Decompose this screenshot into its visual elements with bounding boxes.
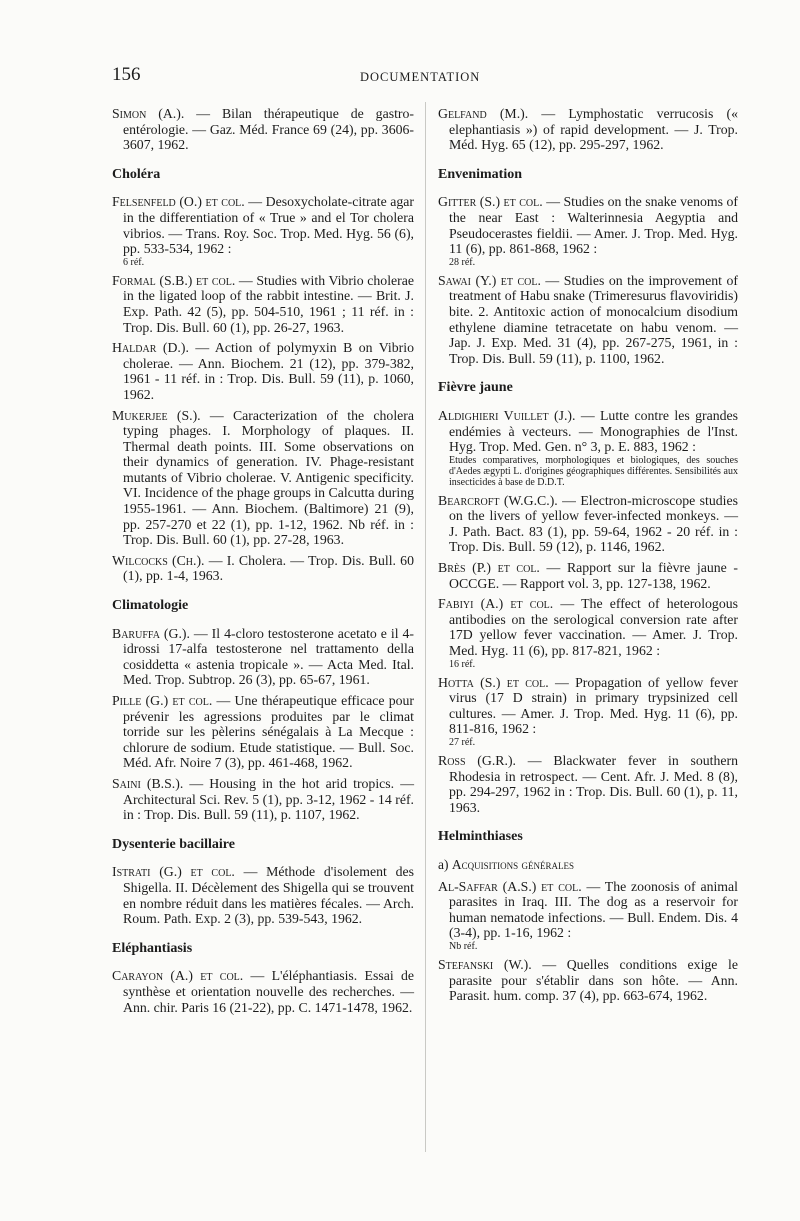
- entry-author: Baruffa (G.).: [112, 625, 190, 641]
- section-heading-climatologie: Climatologie: [112, 598, 189, 614]
- entry-text: — Lymphostatic verrucosis (« elephantiasis ») of rapid development. — J. Trop. Méd. Hyg. 65 (12), pp. 295-297, 1962.: [449, 106, 738, 153]
- column-divider: [425, 102, 426, 1152]
- entry-text: — The zoonosis of animal parasites in Iraq. III. The dog as a reservoir for human nematode infections. — Bull. Endem. Dis. 4 (3-4), pp. 1-16, 1962 :: [449, 878, 738, 941]
- entry-author: Simon (A.).: [112, 106, 185, 121]
- entry-author: Haldar (D.).: [112, 340, 189, 356]
- entry-note: Nb réf.: [449, 940, 478, 952]
- bibliography-entry: [112, 968, 414, 1015]
- entry-text: — Une thérapeutique efficace pour prévenir les agressions produites par le climat torride sur les pèlerins sénégalais à La Mecque : chlorure de sodium. Etude statistique. — Bull. Soc. Méd. Afr. Noire 7 (3), pp. 461-468, 1962.: [123, 693, 414, 771]
- bibliography-entry: [112, 106, 414, 153]
- entry-author: Formal (S.B.) et col.: [112, 272, 236, 288]
- entry-author: Saini (B.S.).: [112, 775, 184, 791]
- bibliography-entry: [438, 596, 738, 669]
- bibliography-entry: [112, 864, 414, 926]
- entry-text: — Electron-microscope studies on the livers of yellow fever-infected monkeys. — J. Path. Bact. 83 (1), pp. 59-64, 1962 - 20 réf. in : Trop. Dis. Bull. 59 (12), p. 1146, 1962.: [449, 492, 738, 555]
- bibliography-entry: [112, 408, 414, 548]
- entry-author: Mukerjee (S.).: [112, 407, 201, 423]
- entry-author: Felsenfeld (O.) et col.: [112, 194, 245, 210]
- section-heading-helminthiases: Helminthiases: [438, 829, 523, 845]
- entry-note: 6 réf.: [123, 256, 145, 268]
- entry-note: 27 réf.: [449, 737, 476, 748]
- entry-author: Carayon (A.) et col.: [112, 968, 244, 984]
- bibliography-entry: [438, 560, 738, 591]
- right-column: [438, 106, 738, 1009]
- bibliography-entry: [438, 493, 738, 555]
- entry-text: — Housing in the hot arid tropics. — Architectural Sci. Rev. 5 (1), pp. 3-12, 1962 - 14 réf. in : Trop. Dis. Bull. 59 (11), p. 1107, 1962.: [123, 775, 414, 823]
- entry-text: — Action of polymyxin B on Vibrio cholerae. — Ann. Biochem. 21 (12), pp. 379-382, 1961 - 11 réf. in : Trop. Dis. Bull. 59 (11), p. 1060, 1962.: [123, 340, 414, 402]
- entry-text: — Studies with Vibrio cholerae in the ligated loop of the rabbit intestine. — Brit. J. Exp. Path. 42 (5), pp. 504-510, 1961 ; 11 réf. in : Trop. Dis. Bull. 60 (1), pp. 26-27, 1963.: [123, 272, 414, 335]
- entry-author: Ross (G.R.).: [438, 753, 517, 768]
- subsection-heading: [438, 857, 738, 873]
- entry-text: — Rapport sur la fièvre jaune - OCCGE. — Rapport vol. 3, pp. 127-138, 1962.: [449, 560, 738, 591]
- entry-text: — Desoxycholate-citrate agar in the differentiation of « True » and el Tor cholera vibrios. — Trans. Roy. Soc. Trop. Med. Hyg. 56 (6), pp. 533-534, 1962 :: [123, 194, 414, 257]
- bibliography-entry: [112, 273, 414, 335]
- entry-author: Fabiyi (A.) et col.: [438, 596, 554, 612]
- bibliography-entry: [438, 753, 738, 815]
- section-heading-fievre-jaune: Fièvre jaune: [438, 380, 513, 396]
- entry-note: Etudes comparatives, morphologiques et biologiques, des souches d'Aedes ægypti L. d'origines géographiques différentes. Sensibilités aux insecticides à base de D.D.T.: [449, 454, 738, 488]
- entry-author: Bearcroft (W.G.C.).: [438, 492, 558, 508]
- bibliography-entry: [112, 194, 414, 267]
- bibliography-entry: [438, 106, 738, 153]
- bibliography-entry: [438, 273, 738, 367]
- section-heading-elephantiasis: Eléphantiasis: [112, 940, 193, 956]
- entry-text: — The effect of heterologous antibodies on the serological conversion rate after 17D yellow fever vaccination. — Amer. J. Trop. Med. Hyg. 11 (6), pp. 817-821, 1962 :: [449, 596, 738, 659]
- section-heading-envenimation: Envenimation: [438, 166, 523, 182]
- entry-note: 16 réf.: [449, 658, 476, 670]
- bibliography-entry: [112, 626, 414, 688]
- section-heading-cholera: Choléra: [112, 166, 161, 182]
- entry-note: 28 réf.: [449, 256, 476, 268]
- subsection-prefix: a): [438, 856, 449, 872]
- left-column: [112, 106, 414, 1020]
- entry-author: Hotta (S.) et col.: [438, 674, 549, 690]
- entry-text: — Blackwater fever in southern Rhodesia in retrospect. — Cent. Afr. J. Med. 8 (8), pp. 294-297, 1962 in : Trop. Dis. Bull. 60 (1), p. 11, 1963.: [449, 753, 738, 815]
- entry-text: — Propagation of yellow fever virus (17 D strain) in primary trypsinized cell cultures. — Amer. J. Trop. Med. Hyg. 11 (6), pp. 811-816, 1962 :: [449, 674, 738, 737]
- entry-text: — Studies on the improvement of treatment of Habu snake (Trimeresurus flavoviridis) bite. 2. Antitoxic action of monocalcium disodium ethylene diamine tetracetate on habu venom. — Jap. J. Exp. Med. 31 (4), pp. 267-275, 1961, in : Trop. Dis. Bull. 59 (11), p. 1100, 1962.: [449, 272, 738, 366]
- bibliography-entry: [438, 194, 738, 267]
- entry-text: — Lutte contre les grandes endémies à vecteurs. — Monographies de l'Inst. Hyg. Trop. Med. Gen. n° 3, p. E. 883, 1962 :: [449, 407, 738, 455]
- bibliography-entry: [438, 408, 738, 488]
- entry-author: Sawai (Y.) et col.: [438, 272, 541, 288]
- bibliography-entry: [112, 553, 414, 584]
- bibliography-entry: [112, 340, 414, 402]
- entry-text: — Il 4-cloro testosterone acetato e il 4-idrossi 17-alfa testosterone nel trattamento della cosiddetta « astenia tropicale ». — Acta Med. Ital. Med. Trop. Subtrop. 26 (3), pp. 65-67, 1961.: [123, 625, 415, 688]
- subsection-label: Acquisitions générales: [451, 856, 574, 872]
- entry-author: Istrati (G.) et col.: [112, 864, 235, 880]
- section-heading-dysenterie: Dysenterie bacillaire: [112, 836, 235, 852]
- entry-text: — Quelles conditions exige le parasite pour s'établir dans son hôte. — Ann. Parasit. hum. comp. 37 (4), pp. 663-674, 1962.: [449, 956, 738, 1004]
- entry-author: Gitter (S.) et col.: [438, 194, 543, 210]
- entry-author: Al-Saffar (A.S.) et col.: [438, 878, 582, 894]
- entry-text: — Studies on the snake venoms of the near East : Walterinnesia Aegyptia and Pseudocerastes fieldii. — Amer. J. Trop. Med. Hyg. 11 (6), pp. 861-868, 1962 :: [449, 194, 738, 257]
- entry-author: Stefanski (W.).: [438, 956, 532, 972]
- entry-author: Brès (P.) et col.: [438, 560, 540, 576]
- bibliography-entry: [112, 776, 414, 823]
- entry-author: Gelfand (M.).: [438, 106, 529, 121]
- entry-text: — Caracterization of the cholera typing phages. I. Morphology of plaques. II. Thermal death points. III. Some observations on their dynamics of generation. IV. Phage-resistant mutants of Vibrio cholerae. V. Antigenic specificity. VI. Incidence of the phage groups in Calcutta during 1955-1961. — Ann. Biochem. (Baltimore) 21 (9), pp. 257-270 et 22 (1), pp. 1-12, 1962. Nb réf. in : Trop. Dis. Bull. 60 (1), pp. 27-28, 1963.: [123, 407, 414, 548]
- entry-text: — I. Cholera. — Trop. Dis. Bull. 60 (1), pp. 1-4, 1963.: [123, 552, 414, 584]
- entry-text: — Bilan thérapeutique de gastro-entérologie. — Gaz. Méd. France 69 (24), pp. 3606-3607, 1962.: [123, 106, 414, 153]
- entry-author: Wilcocks (Ch.).: [112, 552, 205, 568]
- bibliography-entry: [438, 957, 738, 1004]
- page-number: 156: [112, 64, 141, 85]
- bibliography-entry: [438, 879, 738, 952]
- entry-author: Pille (G.) et col.: [112, 693, 213, 708]
- bibliography-entry: [438, 675, 738, 748]
- running-head: DOCUMENTATION: [360, 70, 481, 84]
- entry-author: Aldighieri Vuillet (J.).: [438, 407, 576, 423]
- bibliography-entry: [112, 693, 414, 771]
- entry-text: — L'éléphantiasis. Essai de synthèse et orientation nouvelle des recherches. — Ann. chir. Paris 16 (21-22), pp. C. 1471-1478, 1962.: [123, 968, 414, 1015]
- entry-text: — Méthode d'isolement des Shigella. II. Décèlement des Shigella qui se trouvent en nombre réduit dans les matières fécales. — Arch. Roum. Path. Exp. 2 (3), pp. 539-543, 1962.: [123, 864, 414, 927]
